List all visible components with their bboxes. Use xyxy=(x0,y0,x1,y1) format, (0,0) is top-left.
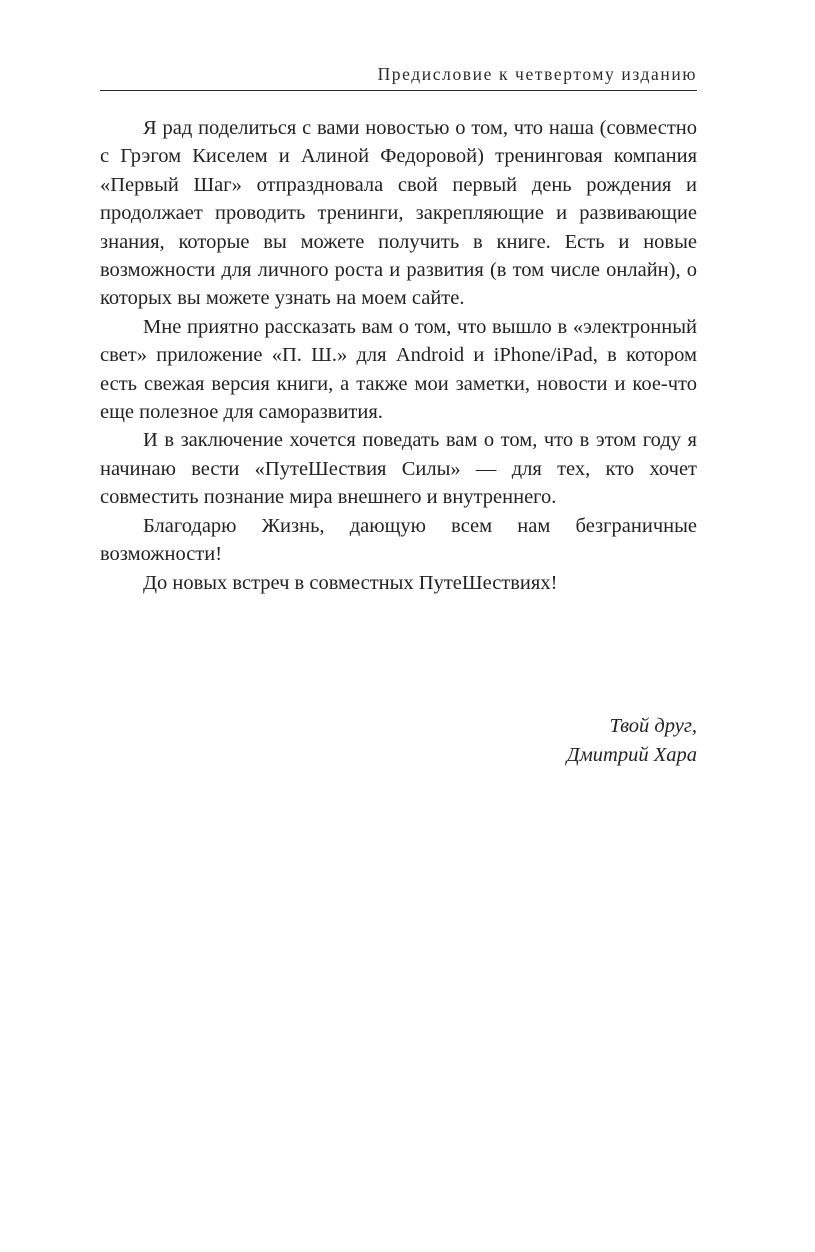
paragraph: Благодарю Жизнь, дающую всем нам безграничные возможности! xyxy=(100,514,697,566)
signature-author: Дмитрий Хара xyxy=(566,744,697,766)
paragraph: До новых встреч в совместных ПутеШествиях! xyxy=(143,571,558,594)
paragraph: Я рад поделиться с вами новостью о том, что наша (совместно с Грэгом Киселем и Алиной Федоровой) тренинговая компания «Первый Шаг» отпраздновала свой первый день рождения и продолжает проводить тренинги, закрепляющие и развивающие знания, которые вы можете получить в книге. Есть и новые возможности для личного роста и развития (в том числе онлайн), о которых вы можете узнать на моем сайте. xyxy=(100,117,697,310)
running-header: Предисловие к четвертому изданию xyxy=(377,64,697,84)
body-text xyxy=(100,114,697,597)
paragraph: Мне приятно рассказать вам о том, что вышло в «электронный свет» приложение «П. Ш.» для Android и iPhone/iPad, в котором есть свежая версия книги, а также мои заметки, новости и кое-что еще полезное для саморазвития. xyxy=(100,315,697,424)
signature-closing: Твой друг, xyxy=(609,715,697,737)
paragraph: И в заключение хочется поведать вам о том, что в этом году я начинаю вести «ПутеШествия Силы» — для тех, кто хочет совместить познание мира внешнего и внутреннего. xyxy=(100,429,697,509)
header-divider xyxy=(100,90,697,91)
signature-block xyxy=(100,712,697,770)
